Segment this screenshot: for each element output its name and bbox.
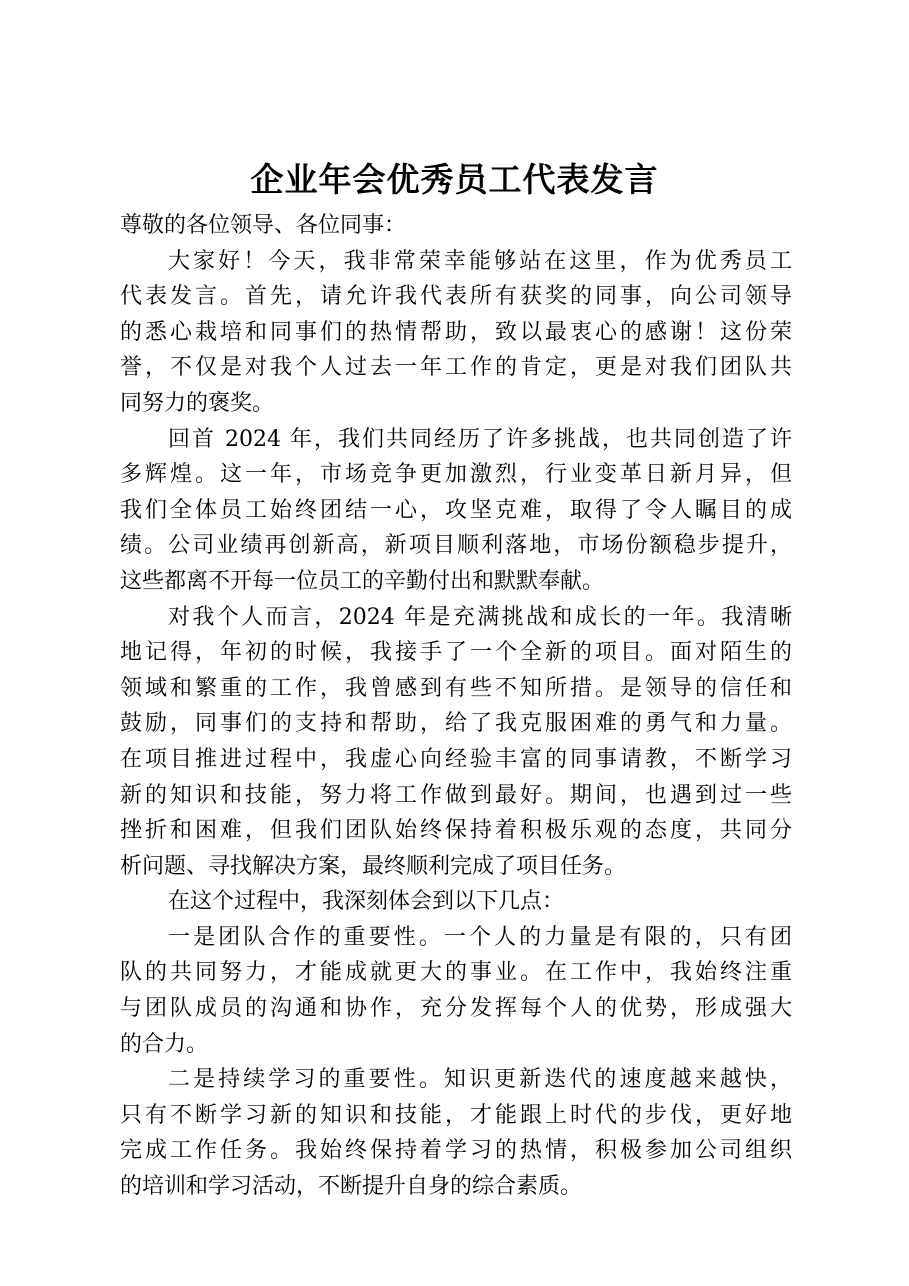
paragraph-line: 绩。公司业绩再创新高，新项目顺利落地，市场份额稳步提升，	[120, 533, 792, 559]
paragraph-line: 析问题、寻找解决方案，最终顺利完成了项目任务。	[120, 853, 627, 879]
paragraph-line: 只有不断学习新的知识和技能，才能跟上时代的步伐，更好地	[120, 1102, 792, 1128]
paragraph-line: 在这个过程中，我深刻体会到以下几点：	[168, 889, 565, 915]
paragraph-line: 我们全体员工始终团结一心，攻坚克难，取得了令人瞩目的成	[120, 497, 792, 523]
paragraph-line: 誉，不仅是对我个人过去一年工作的肯定，更是对我们团队共	[120, 355, 792, 381]
paragraph-line: 对我个人而言，2024 年是充满挑战和成长的一年。我清晰	[168, 604, 792, 630]
paragraph-line: 鼓励，同事们的支持和帮助，给了我克服困难的勇气和力量。	[120, 711, 792, 737]
paragraph-line: 一是团队合作的重要性。一个人的力量是有限的，只有团	[168, 924, 792, 950]
paragraph-line: 二是持续学习的重要性。知识更新迭代的速度越来越快，	[168, 1067, 792, 1093]
paragraph-line: 与团队成员的沟通和协作，充分发挥每个人的优势，形成强大	[120, 996, 792, 1022]
paragraph-line: 地记得，年初的时候，我接手了一个全新的项目。面对陌生的	[120, 640, 792, 666]
paragraph-line: 队的共同努力，才能成就更大的事业。在工作中，我始终注重	[120, 960, 792, 986]
paragraph-line: 这些都离不开每一位员工的辛勤付出和默默奉献。	[120, 568, 605, 594]
paragraph-line: 多辉煌。这一年，市场竞争更加激烈，行业变革日新月异，但	[120, 462, 792, 488]
paragraph-line: 挫折和困难，但我们团队始终保持着积极乐观的态度，共同分	[120, 818, 792, 844]
paragraph-line: 的合力。	[120, 1031, 209, 1057]
paragraph-line: 完成工作任务。我始终保持着学习的热情，积极参加公司组织	[120, 1138, 792, 1164]
document-title: 企业年会优秀员工代表发言	[250, 160, 659, 199]
paragraph-line: 回首 2024 年，我们共同经历了许多挑战，也共同创造了许	[168, 426, 792, 452]
document-body	[120, 208, 792, 1205]
salutation: 尊敬的各位领导、各位同事：	[120, 213, 407, 238]
paragraph-line: 领域和繁重的工作，我曾感到有些不知所措。是领导的信任和	[120, 675, 792, 701]
paragraph-line: 的悉心栽培和同事们的热情帮助，致以最衷心的感谢！这份荣	[120, 319, 792, 345]
paragraph-line: 大家好！今天，我非常荣幸能够站在这里，作为优秀员工	[168, 248, 792, 274]
paragraph-line: 同努力的褒奖。	[120, 390, 275, 416]
paragraph-line: 的培训和学习活动，不断提升自身的综合素质。	[120, 1174, 583, 1200]
paragraph-line: 代表发言。首先，请允许我代表所有获奖的同事，向公司领导	[120, 284, 792, 310]
paragraph-line: 在项目推进过程中，我虚心向经验丰富的同事请教，不断学习	[120, 746, 792, 772]
paragraph-line: 新的知识和技能，努力将工作做到最好。期间，也遇到过一些	[120, 782, 792, 808]
